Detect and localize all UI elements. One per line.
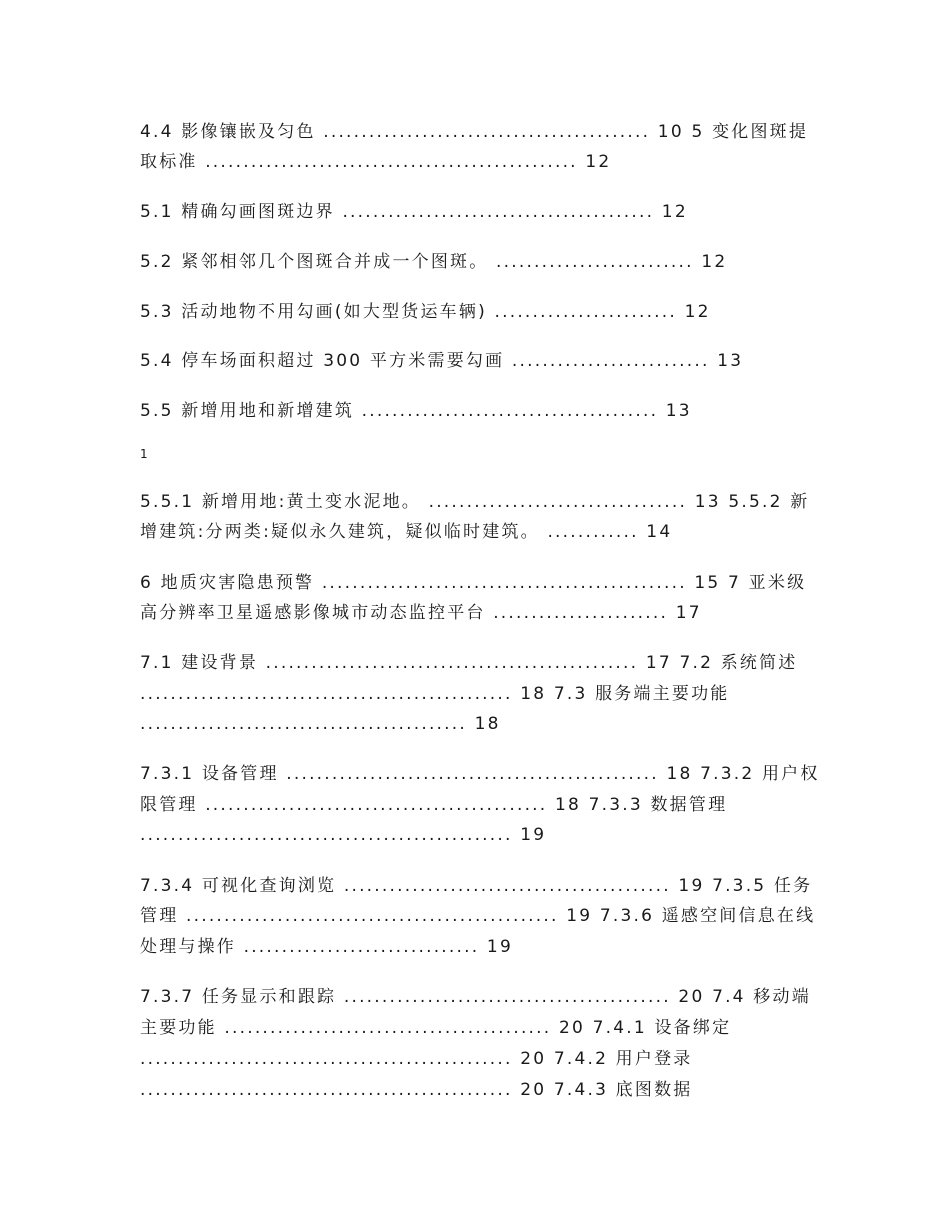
toc-line: ................................................. 18 7.3 服务端主要功能 [140,684,730,704]
toc-line: ................................................. 20 7.4.3 底图数据 [140,1080,693,1100]
toc-line: 7.3.4 可视化查询浏览 ........................................... 19 7.3.5 任务 [140,876,813,896]
toc-line: 5.2 紧邻相邻几个图斑合并成一个图斑。 .......................... 12 [140,252,728,272]
toc-line: ........................................... 18 [140,714,501,734]
toc-line: 处理与操作 ............................... 19 [140,937,513,957]
toc-line: 7.1 建设背景 ................................................. 17 7.2 系统简述 [140,653,798,673]
toc-line: 高分辨率卫星遥感影像城市动态监控平台 ....................... 17 [140,603,702,623]
toc-line: ................................................. 19 [140,825,547,845]
toc-line: 7.3.7 任务显示和跟踪 ........................................... 20 7.4 移动端 [140,987,811,1007]
toc-line: 5.5 新增用地和新增建筑 ....................................... 13 [140,401,692,421]
toc-line: 5.3 活动地物不用勾画(如大型货运车辆) ........................ 12 [140,302,711,322]
toc-line: 取标准 ................................................. 12 [140,152,612,172]
toc-line: 管理 ................................................. 19 7.3.6 遥感空间信息在线 [140,906,816,926]
page-number: 1 [140,447,148,461]
toc-line: 7.3.1 设备管理 ................................................. 18 7.3.2 用户权 [140,764,820,784]
toc-line: 5.4 停车场面积超过 300 平方米需要勾画 .......................... 13 [140,351,744,371]
toc-line: 5.5.1 新增用地:黄土变水泥地。 .................................. 13 5.5.2 新 [140,492,810,512]
toc-line: 6 地质灾害隐患预警 ................................................ 15 7 亚米级 [140,573,807,593]
toc-line: 主要功能 ........................................... 20 7.4.1 设备绑定 [140,1018,732,1038]
toc-line: ................................................. 20 7.4.2 用户登录 [140,1049,693,1069]
toc-line: 限管理 ............................................. 18 7.3.3 数据管理 [140,795,728,815]
toc-line: 5.1 精确勾画图斑边界 ......................................... 12 [140,202,688,222]
toc-line: 增建筑:分两类:疑似永久建筑，疑似临时建筑。 ............ 14 [140,522,673,542]
toc-line: 4.4 影像镶嵌及匀色 ........................................... 10 5 变化图斑提 [140,122,809,142]
